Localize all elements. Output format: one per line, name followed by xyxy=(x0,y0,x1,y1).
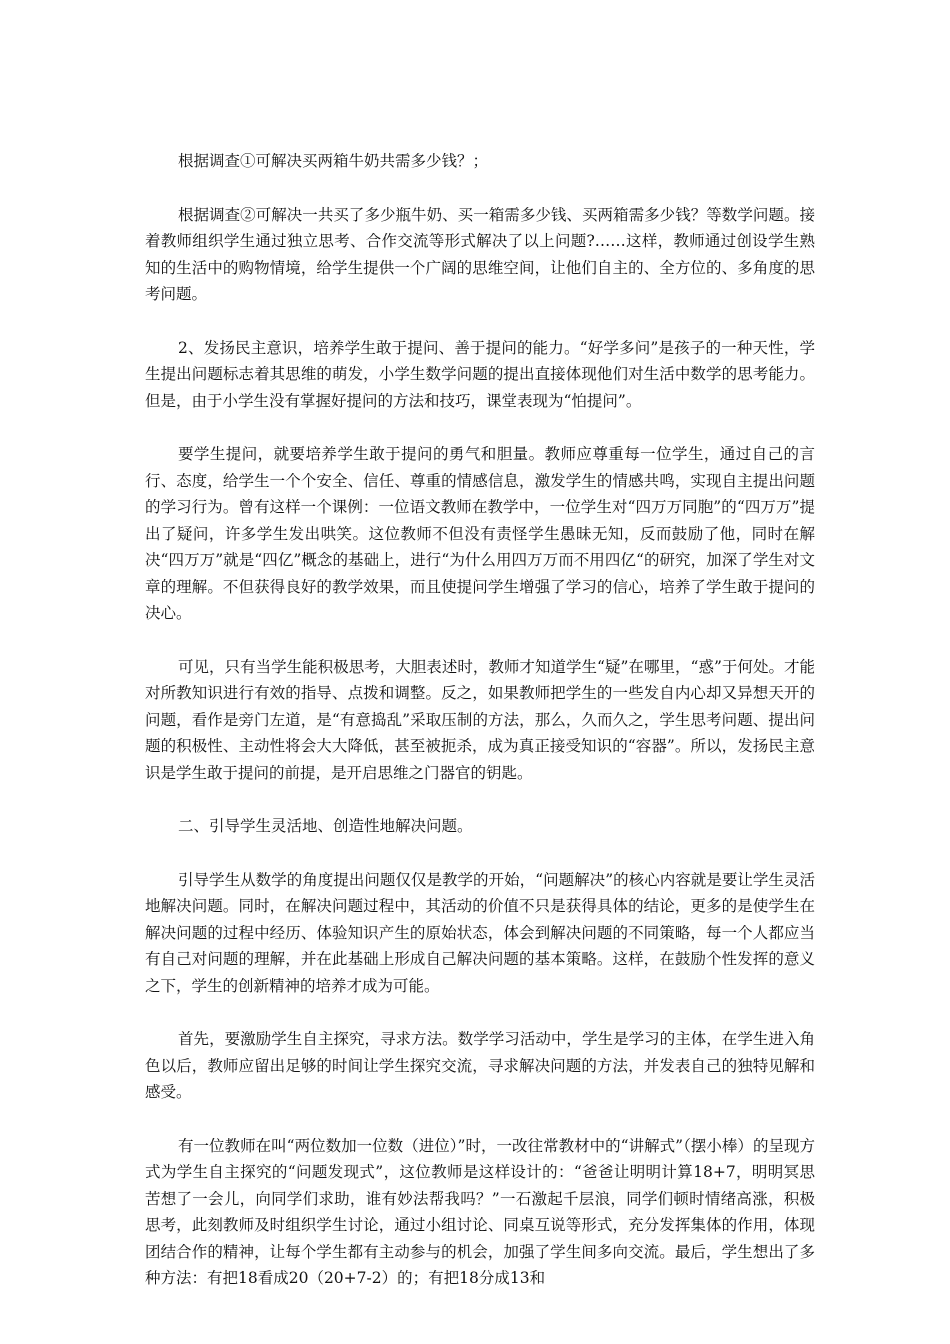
paragraph-courage-to-ask: 要学生提问，就要培养学生敢于提问的勇气和胆量。教师应尊重每一位学生，通过自己的言行、态度，给学生一个个安全、信任、尊重的情感信息，激发学生的情感共鸣，实现自主提出问题的学习行为。曾有这样一个课例：一位语文教师在教学中，一位学生对“四万万同胞”的“四万万”提出了疑问，许多学生发出哄笑。这位教师不但没有责怪学生愚昧无知，反而鼓励了他，同时在解决“四万万”就是“四亿”概念的基础上，进行“为什么用四万万而不用四亿“的研究，加深了学生对文章的理解。不但获得良好的教学效果，而且使提问学生增强了学习的信心，培养了学生敢于提问的决心。 xyxy=(145,445,815,622)
paragraph-democratic-awareness: 2、发扬民主意识，培养学生敢于提问、善于提问的能力。“好学多问”是孩子的一种天性，学生提出问题标志着其思维的萌发，小学生数学问题的提出直接体现他们对生活中数学的思考能力。但是，由于小学生没有掌握好提问的方法和技巧，课堂表现为“怕提问”。 xyxy=(145,338,815,410)
paragraph-active-thinking: 可见，只有当学生能积极思考，大胆表述时，教师才知道学生“疑”在哪里，“惑”于何处。才能对所教知识进行有效的指导、点拨和调整。反之，如果教师把学生的一些发自内心却又异想天开的问题，看作是旁门左道，是“有意捣乱”采取压制的方法，那么，久而久之，学生思考问题、提出问题的积极性、主动性将会大大降低，甚至被扼杀，成为真正接受知识的“容器”。所以，发扬民主意识是学生敢于提问的前提，是开启思维之门器官的钥匙。 xyxy=(145,657,815,782)
paragraph-problem-solving: 引导学生从数学的角度提出问题仅仅是教学的开始，“问题解决”的核心内容就是要让学生灵活地解决问题。同时，在解决问题过程中，其活动的价值不只是获得具体的结论，更多的是使学生在解决问题的过程中经历、体验知识产生的原始状态，体会到解决问题的不同策略，每一个人都应当有自己对问题的理解，并在此基础上形成自己解决问题的基本策略。这样，在鼓励个性发挥的意义之下，学生的创新精神的培养才成为可能。 xyxy=(145,870,815,995)
paragraph-teaching-example: 有一位教师在叫“两位数加一位数（进位）”时，一改往常教材中的“讲解式”（摆小棒）的呈现方式为学生自主探究的“问题发现式”，这位教师是这样设计的：“爸爸让明明计算18+7，明明冥思苦想了一会儿，向同学们求助，谁有妙法帮我吗？”一石激起千层浪，同学们顿时情绪高涨，积极思考，此刻教师及时组织学生讨论，通过小组讨论、同桌互说等形式，充分发挥集体的作用，体现团结合作的精神，让每个学生都有主动参与的机会，加强了学生间多向交流。最后，学生想出了多种方法：有把18看成20（20+7-2）的；有把18分成13和 xyxy=(145,1136,815,1287)
document-page xyxy=(145,148,815,1319)
paragraph-survey-1: 根据调查①可解决买两箱牛奶共需多少钱？； xyxy=(178,152,489,170)
section-heading-two: 二、引导学生灵活地、创造性地解决问题。 xyxy=(178,817,473,835)
paragraph-survey-2: 根据调查②可解决一共买了多少瓶牛奶、买一箱需多少钱、买两箱需多少钱？等数学问题。接着教师组织学生通过独立思考、合作交流等形式解决了以上问题?……这样，教师通过创设学生熟知的生活中的购物情境，给学生提供一个广阔的思维空间，让他们自主的、全方位的、多角度的思考问题。 xyxy=(145,205,815,303)
paragraph-self-exploration: 首先，要激励学生自主探究，寻求方法。数学学习活动中，学生是学习的主体，在学生进入角色以后，教师应留出足够的时间让学生探究交流，寻求解决问题的方法，并发表自己的独特见解和感受。 xyxy=(145,1030,815,1101)
